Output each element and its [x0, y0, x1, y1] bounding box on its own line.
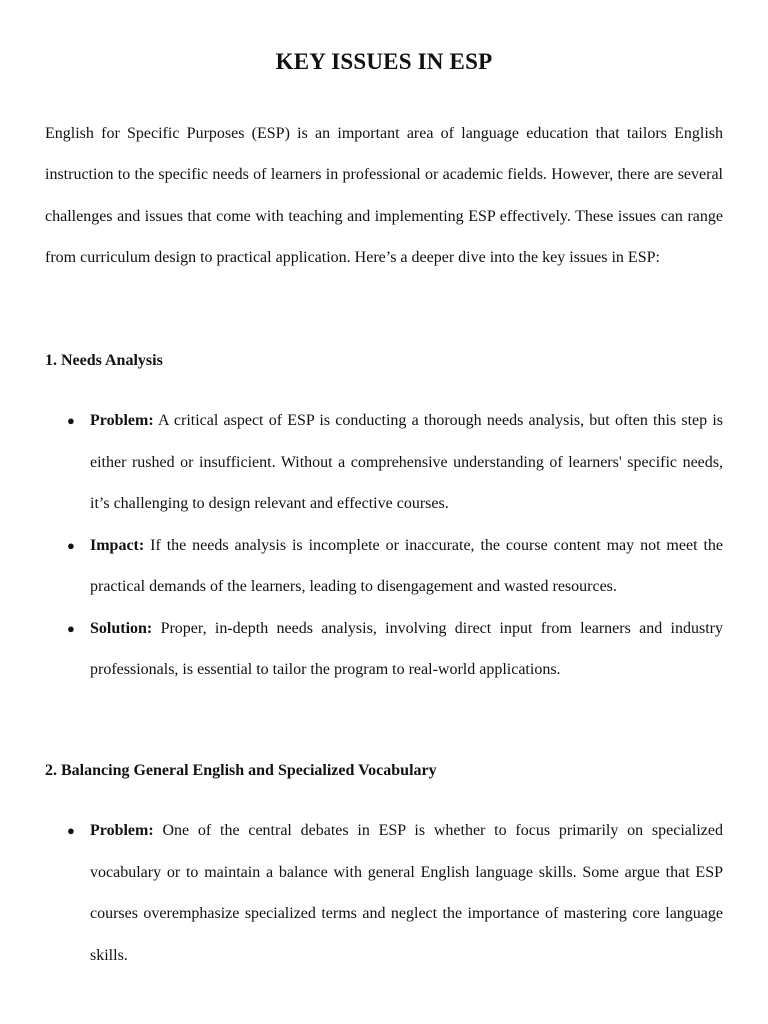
bullet-icon: ● — [67, 413, 75, 428]
intro-paragraph: English for Specific Purposes (ESP) is an important area of language education that tailors English instruction to the specific needs of learners in professional or academic fields. However, there are several challenges and issues that come with teaching and implementing ESP effectively. These issues can range from curriculum design to practical application. Here’s a deeper dive into the key issues in ESP: — [45, 125, 723, 266]
bullet-text: Proper, in-depth needs analysis, involving direct input from learners and industry professionals, is essential to tailor the program to real-world applications. — [90, 619, 723, 678]
needs-analysis-bullet-list — [45, 400, 723, 691]
bullet-icon: ● — [67, 823, 75, 838]
bullet-label: Problem: — [90, 822, 154, 839]
list-item — [45, 525, 723, 608]
bullet-text: If the needs analysis is incomplete or inaccurate, the course content may not meet the practical demands of the learners, leading to disengagement and wasted resources. — [90, 536, 723, 595]
bullet-label: Problem: — [90, 412, 154, 429]
bullet-icon: ● — [67, 537, 75, 553]
list-item — [45, 608, 723, 691]
document-title: KEY ISSUES IN ESP — [275, 49, 493, 74]
section-heading-needs-analysis: 1. Needs Analysis — [45, 352, 163, 369]
bullet-icon: ● — [67, 620, 75, 636]
section-heading-balancing-vocabulary: 2. Balancing General English and Specialized Vocabulary — [45, 762, 437, 779]
bullet-label: Solution: — [90, 619, 153, 637]
balancing-vocabulary-bullet-list — [45, 810, 723, 976]
bullet-text: One of the central debates in ESP is whether to focus primarily on specialized vocabulary or to maintain a balance with general English language skills. Some argue that ESP courses overemphasize specialized terms and neglect the importance of mastering core language skills. — [90, 822, 723, 964]
list-item — [45, 810, 723, 976]
bullet-text: A critical aspect of ESP is conducting a thorough needs analysis, but often this step is either rushed or insufficient. Without a comprehensive understanding of learners' specific needs, it’s challenging to design relevant and effective courses. — [90, 412, 723, 512]
bullet-label: Impact: — [90, 536, 145, 554]
list-item — [45, 400, 723, 525]
